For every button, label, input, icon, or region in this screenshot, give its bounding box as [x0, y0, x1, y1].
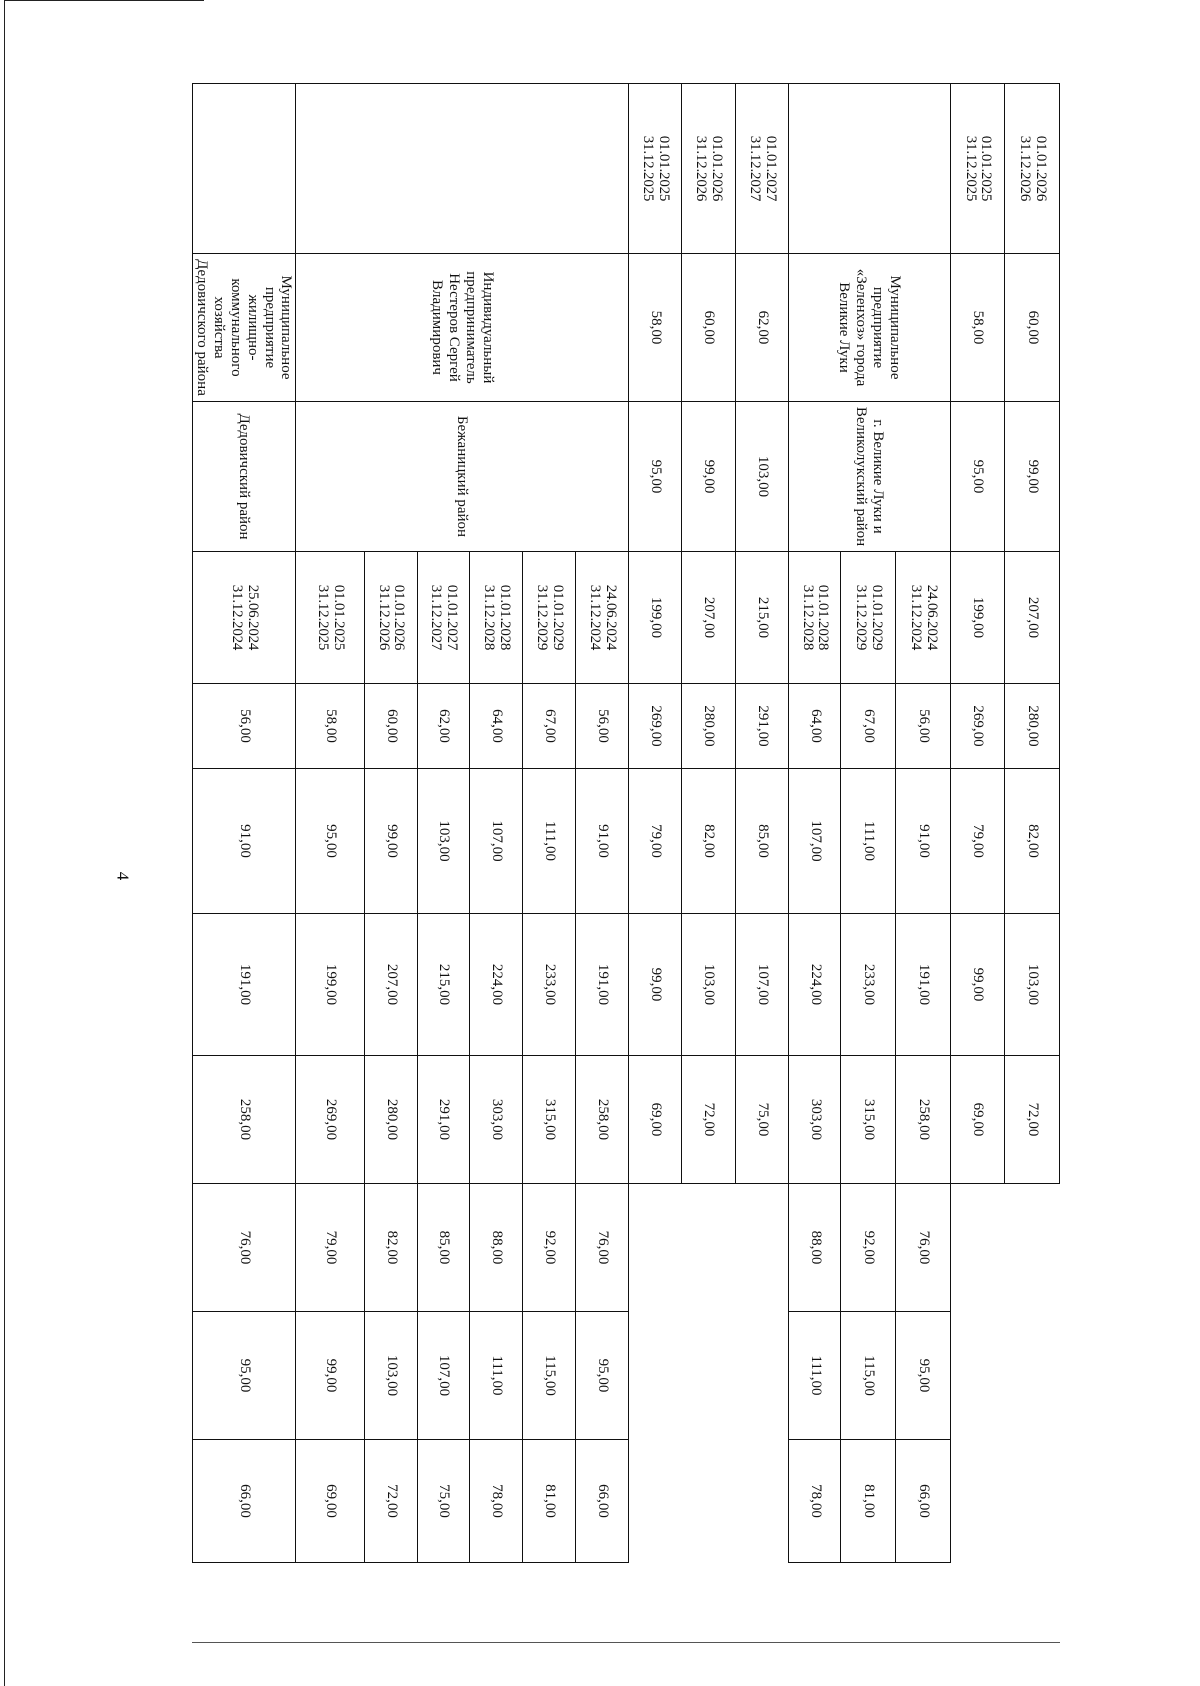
- area-cell: Бежаницкий район: [296, 402, 629, 552]
- value-cell: 99,00: [296, 1312, 365, 1440]
- value-cell: 191,00: [576, 914, 629, 1056]
- period-end: 31.12.2026: [693, 135, 710, 202]
- table-row: [681, 84, 736, 1655]
- organization-cell: Муниципальное предприятие жилищно-коммунального хозяйства Дедовичского района: [193, 254, 296, 402]
- value-cell: 107,00: [417, 1312, 470, 1440]
- value-cell: 99,00: [950, 914, 1005, 1056]
- value-cell: 224,00: [470, 914, 523, 1056]
- value-cell: 280,00: [364, 1056, 417, 1184]
- value-cell: 269,00: [950, 684, 1005, 769]
- value-cell: 88,00: [470, 1184, 523, 1312]
- period-start: 01.01.2027: [444, 584, 461, 651]
- value-cell: 69,00: [950, 1056, 1005, 1184]
- value-cell: 60,00: [364, 684, 417, 769]
- table-row: [736, 84, 789, 1655]
- period-cell: [576, 552, 629, 684]
- tariff-table-body: [193, 84, 1060, 1655]
- value-cell: 115,00: [841, 1312, 896, 1440]
- table-row: [628, 84, 681, 1655]
- value-cell: 207,00: [1005, 552, 1060, 684]
- value-cell: 280,00: [681, 684, 736, 769]
- value-cell: 280,00: [1005, 684, 1060, 769]
- period-start: 01.01.2029: [549, 584, 566, 651]
- table-row: [950, 84, 1005, 1655]
- value-cell: 78,00: [788, 1440, 841, 1563]
- scan-edge-left: [4, 0, 5, 1686]
- period-cell: [470, 552, 523, 684]
- value-cell: 303,00: [470, 1056, 523, 1184]
- value-cell: 91,00: [896, 769, 951, 914]
- value-cell: 115,00: [522, 1312, 576, 1440]
- value-cell: 82,00: [681, 769, 736, 914]
- value-cell: 82,00: [1005, 769, 1060, 914]
- tariff-table: [192, 83, 1060, 1655]
- value-cell: 79,00: [628, 769, 681, 914]
- page-number: 4: [113, 871, 133, 881]
- value-cell: 291,00: [736, 684, 789, 769]
- table-row: [896, 84, 951, 1655]
- value-cell: 56,00: [576, 684, 629, 769]
- value-cell: 233,00: [841, 914, 896, 1056]
- value-cell: 82,00: [364, 1184, 417, 1312]
- blank-cell: [193, 84, 296, 254]
- value-cell: 103,00: [417, 769, 470, 914]
- value-cell: 92,00: [522, 1184, 576, 1312]
- value-cell: 199,00: [950, 552, 1005, 684]
- area-cell: Дедовичский район: [193, 402, 296, 552]
- period-start: 01.01.2028: [496, 584, 513, 651]
- value-cell: 111,00: [470, 1312, 523, 1440]
- value-cell: 69,00: [628, 1056, 681, 1184]
- period-start: 01.01.2025: [978, 135, 995, 202]
- value-cell: 91,00: [576, 769, 629, 914]
- value-cell: 81,00: [841, 1440, 896, 1563]
- value-cell: 199,00: [296, 914, 365, 1056]
- period-end: 31.12.2024: [587, 584, 604, 651]
- period-end: 31.12.2024: [907, 584, 924, 651]
- value-cell: 207,00: [681, 552, 736, 684]
- organization-cell: Муниципальное предприятие «Зеленхоз» города Великие Луки: [788, 254, 950, 402]
- value-cell: 56,00: [896, 684, 951, 769]
- value-cell: 88,00: [788, 1184, 841, 1312]
- value-cell: 315,00: [522, 1056, 576, 1184]
- value-cell: 76,00: [193, 1184, 296, 1312]
- value-cell: 78,00: [470, 1440, 523, 1563]
- period-end: 31.12.2026: [375, 584, 392, 651]
- period-cell: [1005, 84, 1060, 254]
- value-cell: 67,00: [841, 684, 896, 769]
- period-end: 31.12.2028: [480, 584, 497, 651]
- period-cell: [364, 552, 417, 684]
- period-cell: [736, 84, 789, 254]
- period-start: 01.01.2029: [869, 584, 886, 651]
- period-start: 01.01.2025: [330, 584, 347, 651]
- period-end: 31.12.2024: [229, 584, 246, 651]
- value-cell: 111,00: [841, 769, 896, 914]
- value-cell: 99,00: [628, 914, 681, 1056]
- value-cell: 191,00: [193, 914, 296, 1056]
- value-cell: 207,00: [364, 914, 417, 1056]
- period-cell: [841, 552, 896, 684]
- value-cell: 85,00: [736, 769, 789, 914]
- value-cell: 79,00: [296, 1184, 365, 1312]
- period-end: 31.12.2027: [747, 135, 764, 202]
- value-cell: 99,00: [1005, 402, 1060, 552]
- value-cell: 95,00: [950, 402, 1005, 552]
- value-cell: 103,00: [681, 914, 736, 1056]
- period-end: 31.12.2026: [1017, 135, 1034, 202]
- value-cell: 62,00: [417, 684, 470, 769]
- value-cell: 291,00: [417, 1056, 470, 1184]
- value-cell: 215,00: [417, 914, 470, 1056]
- rotated-table-frame: [192, 83, 1060, 1654]
- value-cell: 258,00: [896, 1056, 951, 1184]
- period-cell: [681, 84, 736, 254]
- value-cell: 81,00: [522, 1440, 576, 1563]
- value-cell: 303,00: [788, 1056, 841, 1184]
- value-cell: 58,00: [628, 254, 681, 402]
- value-cell: 60,00: [1005, 254, 1060, 402]
- period-cell: [628, 84, 681, 254]
- value-cell: 107,00: [736, 914, 789, 1056]
- value-cell: 315,00: [841, 1056, 896, 1184]
- period-end: 31.12.2025: [639, 135, 656, 202]
- value-cell: 66,00: [576, 1440, 629, 1563]
- value-cell: 76,00: [576, 1184, 629, 1312]
- value-cell: 72,00: [681, 1056, 736, 1184]
- value-cell: 258,00: [576, 1056, 629, 1184]
- value-cell: 67,00: [522, 684, 576, 769]
- value-cell: 69,00: [296, 1440, 365, 1563]
- value-cell: 75,00: [417, 1440, 470, 1563]
- period-end: 31.12.2028: [799, 584, 816, 651]
- scan-edge-top: [4, 0, 204, 1]
- value-cell: 95,00: [296, 769, 365, 914]
- period-start: 25.06.2024: [244, 584, 261, 651]
- value-cell: 95,00: [576, 1312, 629, 1440]
- value-cell: 99,00: [681, 402, 736, 552]
- value-cell: 224,00: [788, 914, 841, 1056]
- value-cell: 92,00: [841, 1184, 896, 1312]
- organization-cell: Индивидуальный предприниматель Нестеров Сергей Владимирович: [296, 254, 629, 402]
- period-cell: [193, 552, 296, 684]
- period-cell: [417, 552, 470, 684]
- period-start: 01.01.2028: [815, 584, 832, 651]
- value-cell: 60,00: [681, 254, 736, 402]
- value-cell: 58,00: [296, 684, 365, 769]
- period-cell: [950, 84, 1005, 254]
- value-cell: 62,00: [736, 254, 789, 402]
- value-cell: 66,00: [193, 1440, 296, 1563]
- table-row: [1005, 84, 1060, 1655]
- value-cell: 95,00: [896, 1312, 951, 1440]
- period-start: 24.06.2024: [602, 584, 619, 651]
- period-start: 01.01.2026: [709, 135, 726, 202]
- value-cell: 56,00: [193, 684, 296, 769]
- table-row: [576, 84, 629, 1655]
- value-cell: 72,00: [364, 1440, 417, 1563]
- period-cell: [522, 552, 576, 684]
- period-cell: [896, 552, 951, 684]
- period-end: 31.12.2025: [315, 584, 332, 651]
- value-cell: 215,00: [736, 552, 789, 684]
- value-cell: 258,00: [193, 1056, 296, 1184]
- value-cell: 64,00: [470, 684, 523, 769]
- period-start: 01.01.2025: [655, 135, 672, 202]
- value-cell: 79,00: [950, 769, 1005, 914]
- value-cell: 64,00: [788, 684, 841, 769]
- value-cell: 85,00: [417, 1184, 470, 1312]
- value-cell: 95,00: [193, 1312, 296, 1440]
- period-cell: [296, 552, 365, 684]
- value-cell: 191,00: [896, 914, 951, 1056]
- table-row: [193, 84, 296, 1655]
- value-cell: 72,00: [1005, 1056, 1060, 1184]
- value-cell: 58,00: [950, 254, 1005, 402]
- value-cell: 91,00: [193, 769, 296, 914]
- rotated-table-inner: [192, 83, 1060, 1654]
- period-end: 31.12.2029: [534, 584, 551, 651]
- period-start: 01.01.2026: [391, 584, 408, 651]
- value-cell: 111,00: [788, 1312, 841, 1440]
- value-cell: 76,00: [896, 1184, 951, 1312]
- value-cell: 95,00: [628, 402, 681, 552]
- period-end: 31.12.2027: [428, 584, 445, 651]
- value-cell: 103,00: [1005, 914, 1060, 1056]
- value-cell: 103,00: [736, 402, 789, 552]
- value-cell: 269,00: [628, 684, 681, 769]
- period-start: 24.06.2024: [923, 584, 940, 651]
- value-cell: 269,00: [296, 1056, 365, 1184]
- scan-bottom-line: [192, 1642, 1060, 1643]
- blank-cell: [296, 84, 629, 254]
- value-cell: 66,00: [896, 1440, 951, 1563]
- value-cell: 103,00: [364, 1312, 417, 1440]
- value-cell: 199,00: [628, 552, 681, 684]
- period-end: 31.12.2029: [853, 584, 870, 651]
- period-cell: [788, 552, 841, 684]
- area-cell: г. Великие Луки и Великолукский район: [788, 402, 950, 552]
- value-cell: 107,00: [470, 769, 523, 914]
- value-cell: 75,00: [736, 1056, 789, 1184]
- blank-cell: [788, 84, 950, 254]
- value-cell: 111,00: [522, 769, 576, 914]
- period-start: 01.01.2026: [1032, 135, 1049, 202]
- period-start: 01.01.2027: [762, 135, 779, 202]
- value-cell: 233,00: [522, 914, 576, 1056]
- value-cell: 99,00: [364, 769, 417, 914]
- value-cell: 107,00: [788, 769, 841, 914]
- period-end: 31.12.2025: [962, 135, 979, 202]
